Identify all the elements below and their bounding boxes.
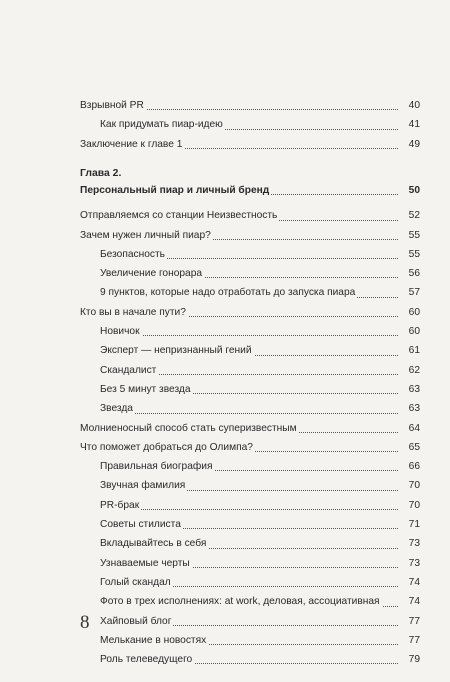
toc-entry-page: 62 (407, 361, 420, 380)
toc-entry-title: Узнаваемые черты (100, 557, 190, 569)
toc-entry (80, 592, 420, 611)
toc-entry (80, 612, 420, 631)
toc-entry-page: 77 (407, 612, 420, 631)
toc-section-top (80, 96, 420, 154)
toc-entry (80, 96, 420, 115)
toc-entry-title: Голый скандал (100, 576, 171, 588)
toc-entry-title: Отправляемся со станции Неизвестность (80, 210, 278, 222)
toc-entry-title: Роль телеведущего (100, 654, 193, 666)
toc-entry (80, 206, 420, 225)
toc-entry (80, 496, 420, 515)
toc-entry-page: 40 (407, 96, 420, 115)
toc-entry-title: Без 5 минут звезда (100, 383, 191, 395)
toc-entry-title: Кто вы в начале пути? (80, 306, 186, 318)
toc-entry (80, 322, 420, 341)
toc-entry-page: 57 (407, 283, 420, 302)
dot-leader (100, 509, 398, 510)
chapter-page: 50 (407, 181, 420, 200)
toc-entry-page: 41 (407, 115, 420, 134)
toc-entry (80, 457, 420, 476)
toc-entry-title: Звучная фамилия (100, 480, 186, 492)
toc-entry-title: Звезда (100, 403, 133, 415)
toc-entry-page: 65 (407, 438, 420, 457)
toc-entry-page: 77 (407, 631, 420, 650)
toc-entry (80, 135, 420, 154)
toc-entry-title: Правильная биография (100, 461, 213, 473)
toc-entry-page: 49 (407, 135, 420, 154)
toc-entry-title: Эксперт — непризнанный гений (100, 345, 252, 357)
toc-entry-title: PR-брак (100, 499, 140, 511)
page-number: 8 (80, 612, 90, 633)
toc-entry (80, 283, 420, 302)
toc-entry-page: 73 (407, 534, 420, 553)
dot-leader (100, 413, 398, 414)
toc-entry (80, 226, 420, 245)
toc-entry-page: 70 (407, 496, 420, 515)
toc-entry-title: Как придумать пиар-идею (100, 119, 223, 131)
toc-entry (80, 264, 420, 283)
toc-entry-title: Безопасность (100, 248, 165, 260)
toc-entry-title: Вкладывайтесь в себя (100, 538, 207, 550)
toc-entry-page: 74 (407, 592, 420, 611)
toc-entry (80, 115, 420, 134)
toc-entry (80, 573, 420, 592)
toc-entry-page: 61 (407, 341, 420, 360)
toc-entry-page: 79 (407, 650, 420, 669)
toc-entry (80, 534, 420, 553)
toc-entry-page: 73 (407, 554, 420, 573)
toc-chapter (80, 166, 420, 669)
toc-entry-title: Новичок (100, 326, 140, 338)
toc-entry-page: 64 (407, 419, 420, 438)
toc-entry-title: Мелькание в новостях (100, 634, 207, 646)
toc-entry (80, 554, 420, 573)
toc-entry (80, 399, 420, 418)
toc-entry-page: 70 (407, 476, 420, 495)
toc-entry-title: Хайповый блог (100, 615, 172, 627)
toc-entry-page: 60 (407, 322, 420, 341)
chapter-title-row (80, 181, 420, 200)
toc-entries (80, 206, 420, 669)
toc-entry-page: 71 (407, 515, 420, 534)
chapter-title: Персональный пиар и личный бренд (80, 185, 270, 196)
toc-entry (80, 419, 420, 438)
toc-entry-title: Советы стилиста (100, 519, 181, 531)
toc-entry-page: 74 (407, 573, 420, 592)
toc-entry-title: Молниеносный способ стать суперизвестным (80, 422, 297, 434)
toc-entry-title: Что поможет добраться до Олимпа? (80, 441, 253, 453)
toc-entry (80, 631, 420, 650)
toc-entry-page: 52 (407, 206, 420, 225)
toc-entry-page: 55 (407, 245, 420, 264)
chapter-number: Глава 2. (80, 168, 122, 179)
toc-entry-title: 9 пунктов, которые надо отработать до запуска пиара (100, 287, 356, 299)
toc-entry (80, 650, 420, 669)
toc-entry (80, 245, 420, 264)
toc-entry (80, 361, 420, 380)
toc-entry-page: 63 (407, 399, 420, 418)
toc-entry (80, 303, 420, 322)
toc-entry-page: 60 (407, 303, 420, 322)
toc-entry (80, 341, 420, 360)
toc-entry-title: Скандалист (100, 364, 157, 376)
toc-entry (80, 515, 420, 534)
toc-entry-page: 56 (407, 264, 420, 283)
toc-entry-page: 66 (407, 457, 420, 476)
toc-entry (80, 476, 420, 495)
toc-entry (80, 438, 420, 457)
toc-entry-title: Увеличение гонорара (100, 268, 203, 280)
toc-entry-page: 55 (407, 226, 420, 245)
toc-entry-title: Взрывной PR (80, 100, 144, 111)
toc-entry-title: Заключение к главе 1 (80, 138, 183, 150)
toc-entry-title: Зачем нужен личный пиар? (80, 229, 211, 241)
toc-entry-page: 63 (407, 380, 420, 399)
toc-entry (80, 380, 420, 399)
toc-entry-title: Фото в трех исполнениях: at work, деловая, ассоциативная (100, 596, 380, 608)
dot-leader (100, 335, 398, 336)
